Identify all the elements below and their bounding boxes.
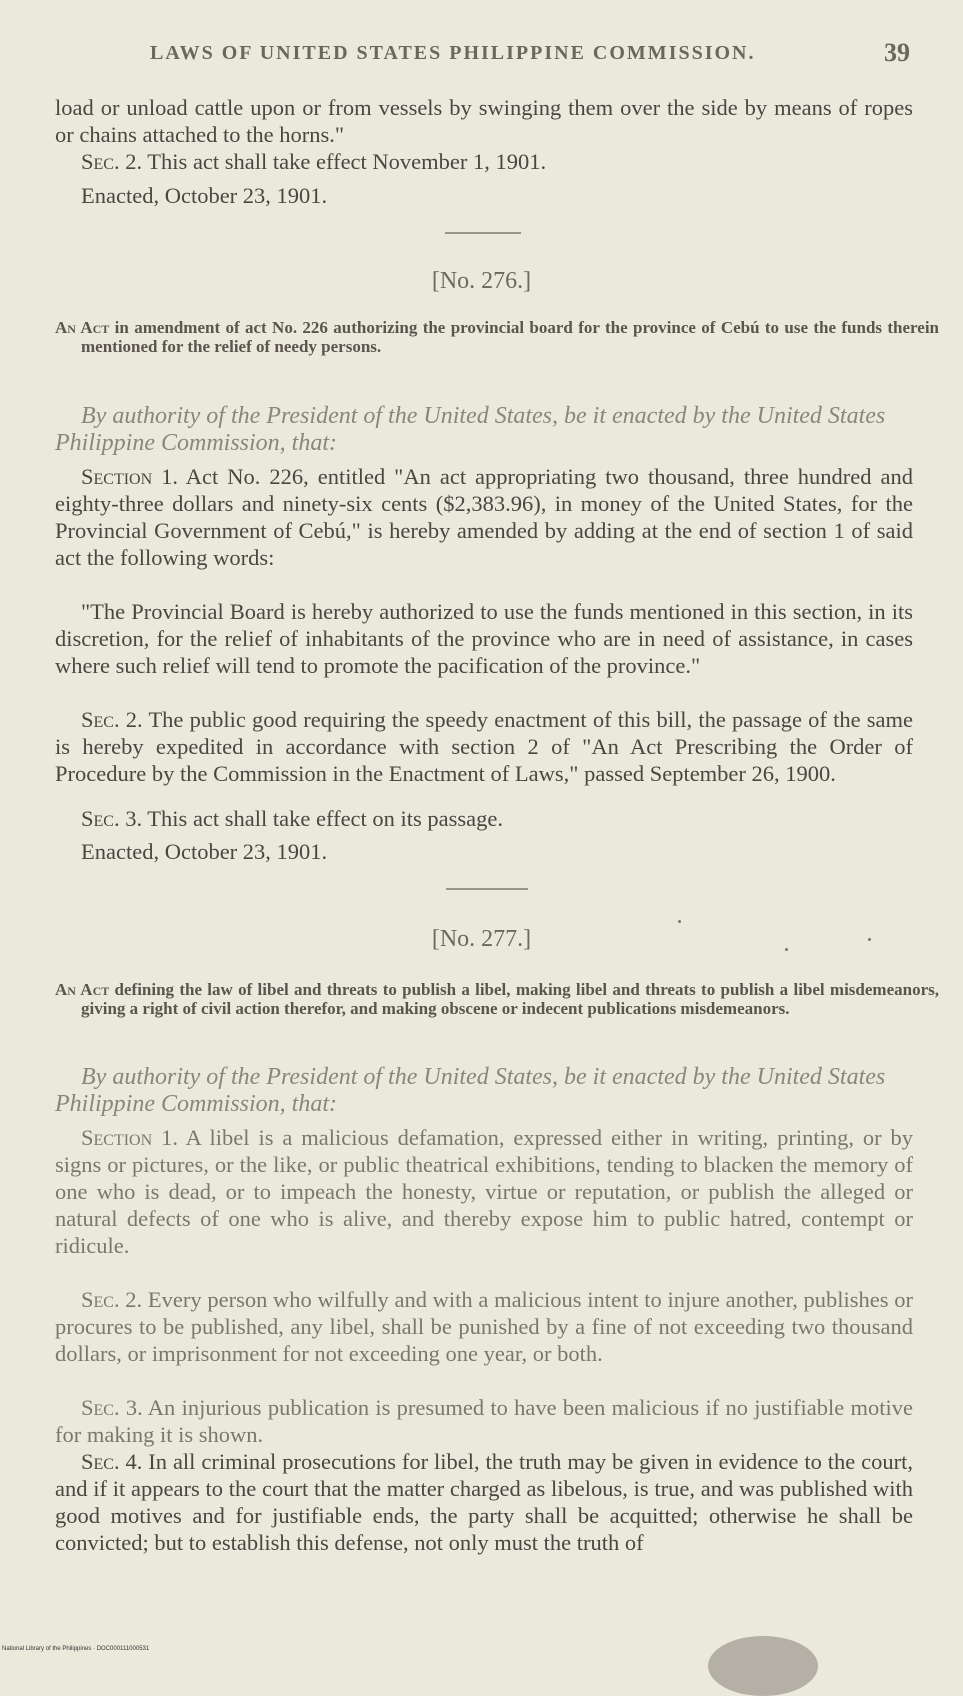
act-277-section-3: Sec. 3. An injurious publication is presumed to have been malicious if no justifiable motive for making it is shown. [55, 1395, 913, 1447]
continuation-paragraph: load or unload cattle upon or from vessels by swinging them over the side by means of ropes or chains attached to the horns." [55, 95, 913, 147]
act-276-enacted: Enacted, October 23, 1901. [81, 839, 328, 864]
act-276-number: [No. 276.] [431, 268, 532, 294]
page-number: 39 [884, 38, 910, 67]
act-277-number: [No. 277.] [431, 926, 532, 952]
act-277-summary: An Act defining the law of libel and threats to publish a libel, making libel and threats to publish a libel misdemeanors, giving a right of civil action therefor, and making obscene or indecent publications misdemeanors. [55, 980, 939, 1018]
act-276-section-2: Sec. 2. The public good requiring the speedy enactment of this bill, the passage of the same is hereby expedited in accordance with section 2 of "An Act Prescribing the Order of Procedure by the Commission in the Enactment of Laws," passed September 26, 1900. [55, 707, 913, 786]
scan-speck [868, 938, 871, 941]
continuation-sec2: Sec. 2. This act shall take effect November 1, 1901. [81, 149, 547, 174]
act-277-section-4: Sec. 4. In all criminal prosecutions for libel, the truth may be given in evidence to the court, and if it appears to the court that the matter charged as libelous, is true, and was published with good motives and for justifiable ends, the party shall be acquitted; otherwise he shall be convicted; but to establish this defense, not only must the truth of [55, 1449, 913, 1555]
scan-speck [678, 920, 681, 923]
act-276-section-1: Section 1. Act No. 226, entitled "An act appropriating two thousand, three hundred and eighty-three dollars and ninety-six cents ($2,383.96), in money of the United States, for the Provincial Government of Cebú," is hereby amended by adding at the end of section 1 of said act the following words: [55, 464, 913, 570]
running-title: LAWS OF UNITED STATES PHILIPPINE COMMISSION. [150, 42, 756, 64]
act-277-section-2: Sec. 2. Every person who wilfully and with a malicious intent to injure another, publishes or procures to be published, any libel, shall be punished by a fine of not exceeding two thousand dollars, or imprisonment for not exceeding one year, or both. [55, 1287, 913, 1366]
section-divider [446, 888, 528, 890]
act-276-enacting-clause: By authority of the President of the United States, be it enacted by the United States Philippine Commission, that: [55, 403, 886, 456]
scan-thumb-shadow [708, 1636, 818, 1696]
running-header [150, 38, 910, 67]
section-divider [445, 232, 521, 234]
act-276-quoted-amendment: "The Provincial Board is hereby authorized to use the funds mentioned in this section, in its discretion, for the relief of inhabitants of the province who are in need of assistance, in cases where such relief will tend to promote the pacification of the province." [55, 599, 913, 678]
act-276-section-3: Sec. 3. This act shall take effect on its passage. [81, 806, 504, 831]
act-276-summary: An Act in amendment of act No. 226 authorizing the provincial board for the province of Cebú to use the funds therein mentioned for the relief of needy persons. [55, 318, 940, 356]
scan-speck [785, 948, 788, 951]
continuation-enacted: Enacted, October 23, 1901. [81, 183, 328, 208]
act-277-enacting-clause: By authority of the President of the United States, be it enacted by the United States Philippine Commission, that: [55, 1064, 886, 1117]
act-277-section-1: Section 1. A libel is a malicious defamation, expressed either in writing, printing, or by signs or pictures, or the like, or public theatrical exhibitions, tending to blacken the memory of one who is dead, or to impeach the honesty, virtue or reputation, or publish the alleged or natural defects of one who is alive, and thereby expose him to public hatred, contempt or ridicule. [55, 1125, 914, 1258]
scan-footer: National Library of the Philippines · DOC000111000531 [2, 1646, 150, 1652]
